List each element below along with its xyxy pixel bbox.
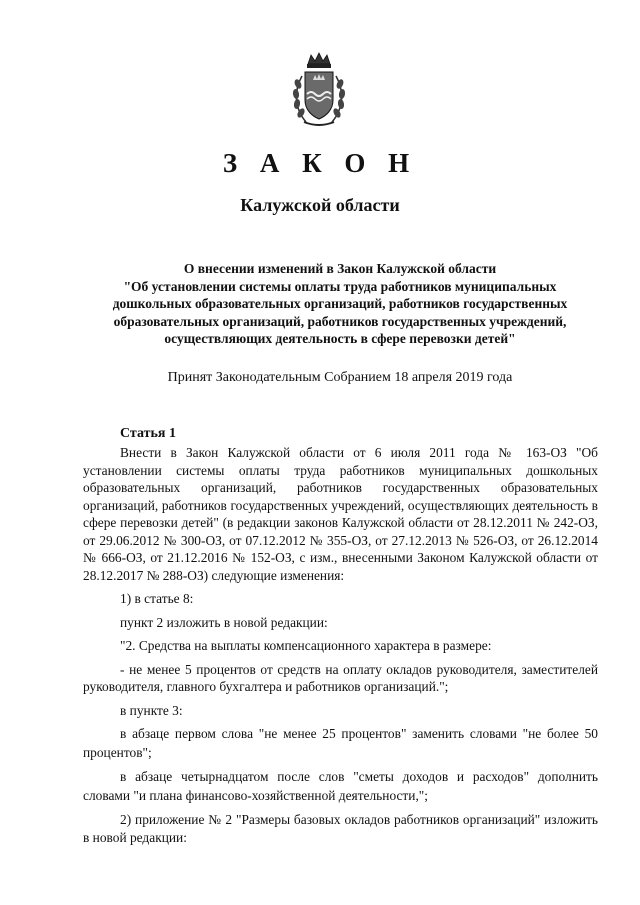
paragraph: 2) приложение № 2 "Размеры базовых окладов работников организаций" изложить в новой редакции:: [83, 812, 598, 845]
heading-line: О внесении изменений в Закон Калужской области: [183, 261, 497, 276]
paragraph: 1) в статье 8:: [120, 591, 194, 606]
paragraph: пункт 2 изложить в новой редакции:: [120, 614, 328, 630]
paragraph: в абзаце первом слова "не менее 25 процентов" заменить словами "не более 50 процентов";: [83, 726, 598, 760]
paragraph: Внести в Закон Калужской области от 6 июля 2011 года № 163-ОЗ "Об установлении системы оплаты труда работников муниципальных дошкольных образовательных организаций, работников государственных образовательных организаций, работников государственных учреждений, осуществляющих деятельность в сфере перевозки детей" (в редакции законов Калужской области от 28.12.2011 № 242-ОЗ, от 29.06.2012 № 300-ОЗ, от 07.12.2012 № 355-ОЗ, от 27.12.2013 № 526-ОЗ, от 26.12.2014 № 666-ОЗ, от 21.12.2016 № 152-ОЗ, с изм., внесенными Законом Калужской области от 28.12.2017 № 288-ОЗ) следующие изменения:: [83, 445, 598, 583]
document-title: З А К О Н: [222, 148, 418, 178]
heading-line: дошкольных образовательных организаций, работников государственных: [112, 296, 568, 312]
kaluga-coat-of-arms-icon: [288, 50, 350, 130]
heading-line: образовательных организаций, работников государственных учреждений,: [113, 313, 567, 329]
heading-line: "Об установлении системы оплаты труда работников муниципальных: [123, 278, 557, 294]
paragraph: - не менее 5 процентов от средств на оплату окладов руководителя, заместителей руководителя, главного бухгалтера и работников организаций.";: [83, 661, 598, 694]
paragraph: "2. Средства на выплаты компенсационного характера в размере:: [120, 638, 492, 653]
paragraph: в пункте 3:: [120, 702, 183, 718]
law-heading: [95, 260, 585, 348]
document-subtitle: Калужской области: [240, 195, 400, 215]
paragraph: в абзаце четырнадцатом после слов "сметы доходов и расходов" дополнить словами "и плана финансово-хозяйственной деятельности,";: [83, 769, 598, 803]
article-body: [83, 444, 598, 846]
heading-line: осуществляющих деятельность в сфере перевозки детей": [164, 331, 516, 347]
adoption-statement: Принят Законодательным Собранием 18 апреля 2019 года: [167, 370, 513, 385]
article-title: Статья 1: [120, 426, 176, 441]
